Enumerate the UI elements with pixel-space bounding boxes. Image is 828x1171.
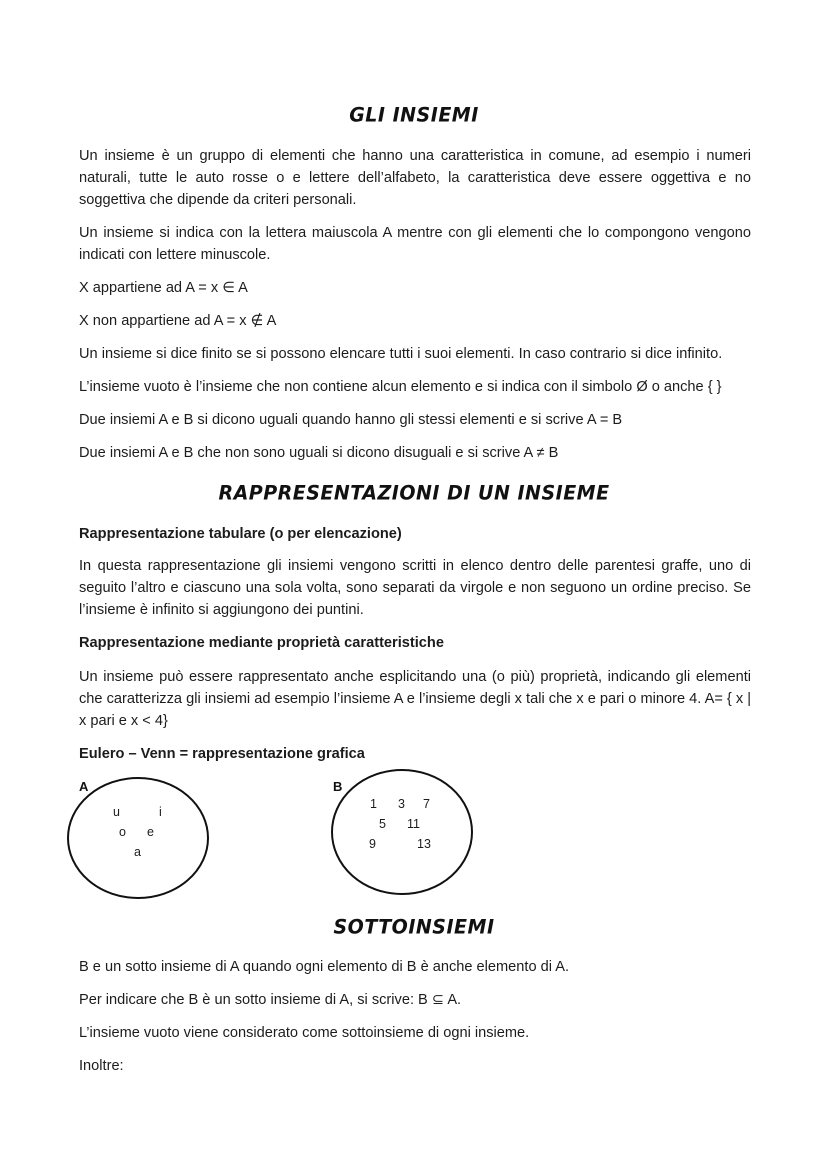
- paragraph-set-notation: Un insieme si indica con la lettera maiuscola A mentre con gli elementi che lo compongono vengono indicati con lettere minuscole.: [79, 225, 751, 263]
- heading-tabular-representation: Rappresentazione tabulare (o per elencazione): [79, 526, 402, 542]
- paragraph-subset-notation: Per indicare che B è un sotto insieme di A, si scrive: B ⊆ A.: [79, 992, 462, 1008]
- venn-b-element: 5: [379, 817, 386, 831]
- heading-venn-representation: Eulero – Venn = rappresentazione grafica: [79, 746, 365, 762]
- venn-circle-b: [330, 768, 474, 896]
- venn-label-a: A: [79, 779, 89, 794]
- paragraph-empty-subset: L’insieme vuoto viene considerato come sottoinsieme di ogni insieme.: [79, 1025, 530, 1041]
- paragraph-furthermore: Inoltre:: [79, 1058, 124, 1074]
- section-title-representations: RAPPRESENTAZIONI DI UN INSIEME: [218, 481, 610, 505]
- heading-property-representation: Rappresentazione mediante proprietà caratteristiche: [79, 635, 444, 651]
- venn-a-element: a: [134, 845, 141, 859]
- paragraph-property-representation: Un insieme può essere rappresentato anche esplicitando una (o più) proprietà, indicando gli elementi che caratterizza gli insiemi ad esempio l’insieme A e l’insieme degli x tali che x e pari o minore 4. A= { x | x pari e x < 4}: [79, 669, 751, 729]
- venn-b-element: 11: [407, 817, 420, 831]
- venn-b-element: 3: [398, 797, 405, 811]
- venn-diagram-b: [330, 768, 474, 896]
- venn-b-element: 1: [370, 797, 377, 811]
- paragraph-empty-set: L’insieme vuoto è l’insieme che non contiene alcun elemento e si indica con il simbolo Ø o anche { }: [79, 379, 722, 395]
- paragraph-subset-definition: B e un sotto insieme di A quando ogni elemento di B è anche elemento di A.: [79, 959, 570, 975]
- venn-b-element: 7: [423, 797, 430, 811]
- paragraph-membership: X appartiene ad A = x ∈ A: [79, 280, 248, 296]
- venn-b-element: 13: [417, 837, 431, 851]
- paragraph-equal-sets: Due insiemi A e B si dicono uguali quando hanno gli stessi elementi e si scrive A = B: [79, 412, 623, 428]
- venn-a-element: u: [113, 805, 120, 819]
- venn-a-element: o: [119, 825, 126, 839]
- venn-circle-a: [66, 776, 210, 900]
- paragraph-finite-infinite: Un insieme si dice finito se si possono elencare tutti i suoi elementi. In caso contrario si dice infinito.: [79, 346, 723, 362]
- venn-diagram-a: [66, 776, 210, 900]
- paragraph-set-definition: Un insieme è un gruppo di elementi che hanno una caratteristica in comune, ad esempio i numeri naturali, tutte le auto rosse o e lettere dell’alfabeto, la caratteristica deve essere oggettiva e no soggettiva che dipende da criteri personali.: [79, 148, 751, 208]
- venn-a-element: e: [147, 825, 154, 839]
- paragraph-unequal-sets: Due insiemi A e B che non sono uguali si dicono disuguali e si scrive A ≠ B: [79, 445, 559, 461]
- venn-b-element: 9: [369, 837, 376, 851]
- paragraph-tabular-representation: In questa rappresentazione gli insiemi vengono scritti in elenco dentro delle parentesi graffe, uno di seguito l’altro e ciascuno una sola volta, sono separati da virgole e non seguono un ordine preciso. Se l’insieme è infinito si aggiungono dei puntini.: [79, 558, 751, 618]
- venn-a-element: i: [159, 805, 162, 819]
- paragraph-non-membership: X non appartiene ad A = x ∉ A: [79, 313, 277, 329]
- venn-label-b: B: [333, 779, 343, 794]
- section-title-sets: GLI INSIEMI: [349, 103, 479, 127]
- section-title-subsets: SOTTOINSIEMI: [333, 915, 495, 939]
